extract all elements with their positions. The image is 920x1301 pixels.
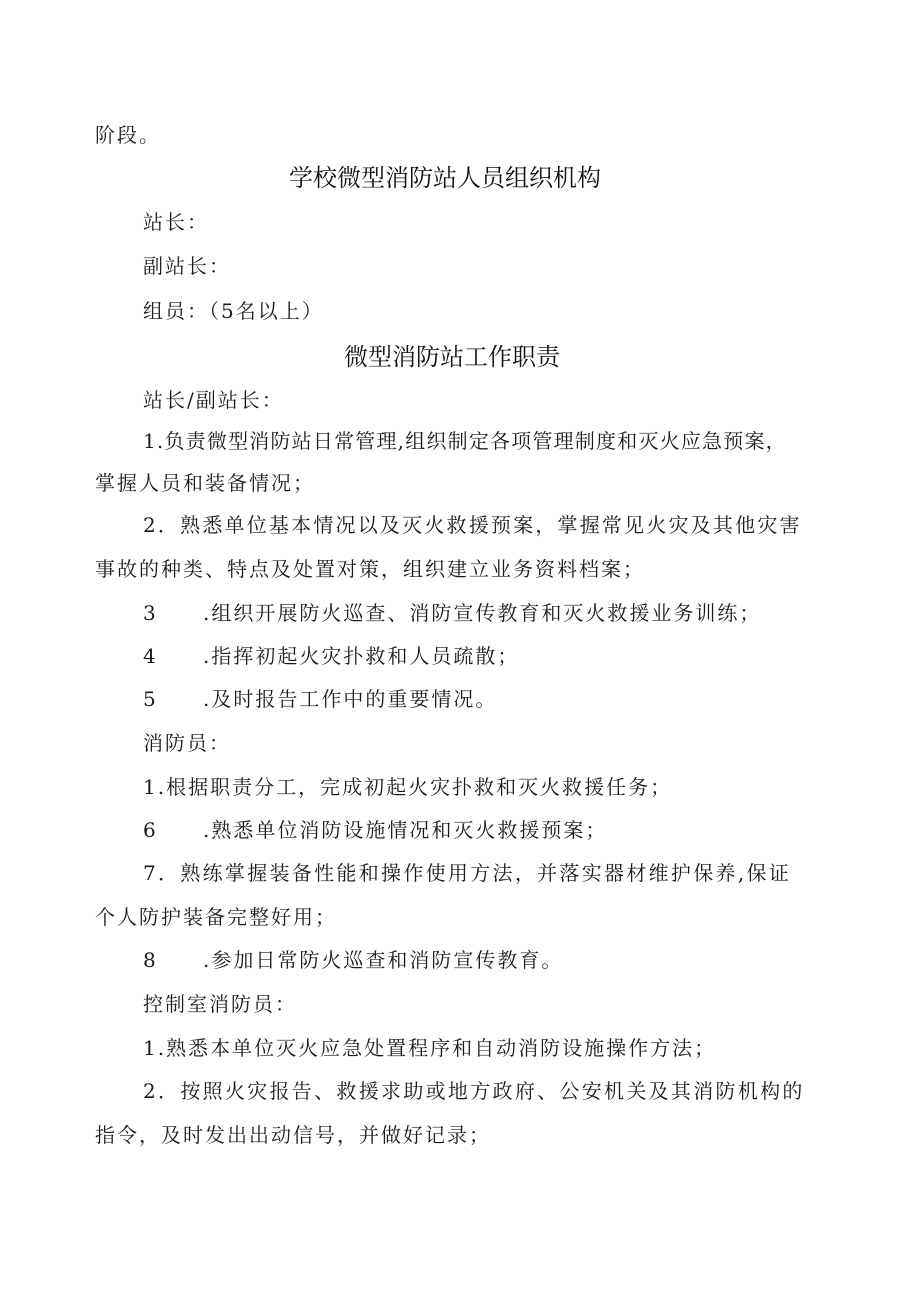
- control-room-item2-line2: 指令，及时发出出动信号，并做好记录；: [95, 1123, 491, 1147]
- duties-section-title: 微型消防站工作职责: [344, 343, 560, 371]
- control-room-label: 控制室消防员：: [143, 992, 297, 1016]
- firefighter-item6-number: 6: [143, 818, 158, 842]
- firefighter-item7-line1: 7．熟练掌握装备性能和操作使用方法，并落实器材维护保养,保证: [143, 861, 792, 885]
- firefighter-label: 消防员：: [143, 731, 231, 755]
- org-line-leader: 站长：: [143, 210, 209, 234]
- leader-item3-number: 3: [143, 601, 158, 625]
- leader-item5: [143, 686, 497, 712]
- leader-item4-number: 4: [143, 644, 158, 668]
- leader-item3-text: .组织开展防火巡查、消防宣传教育和灭火救援业务训练；: [203, 601, 762, 625]
- leader-item1-line2: 掌握人员和装备情况；: [95, 471, 315, 495]
- intro-tail-text: 阶段。: [95, 123, 161, 147]
- leader-item2-line2: 事故的种类、特点及处置对策，组织建立业务资料档案；: [95, 557, 645, 581]
- firefighter-item8: [143, 947, 563, 973]
- org-section-title: 学校微型消防站人员组织机构: [289, 164, 601, 192]
- leader-label: 站长/副站长：: [143, 388, 284, 412]
- control-room-item2-line1: 2．按照火灾报告、救援求助或地方政府、公安机关及其消防机构的: [143, 1079, 805, 1103]
- leader-item4-text: .指挥初起火灾扑救和人员疏散；: [203, 644, 520, 668]
- firefighter-item1: 1.根据职责分工，完成初起火灾扑救和灭火救援任务；: [143, 775, 673, 799]
- org-line-members: 组员：（5名以上）: [143, 299, 324, 323]
- leader-item5-number: 5: [143, 687, 158, 711]
- firefighter-item7-line2: 个人防护装备完整好用；: [95, 905, 337, 929]
- leader-item1-line1: 1.负责微型消防站日常管理,组织制定各项管理制度和灭火应急预案，: [143, 429, 787, 453]
- control-room-item1: 1.熟悉本单位灭火应急处置程序和自动消防设施操作方法；: [143, 1036, 717, 1060]
- leader-item4: [143, 643, 519, 669]
- firefighter-item6: [143, 817, 607, 843]
- firefighter-item8-text: .参加日常防火巡查和消防宣传教育。: [203, 948, 564, 972]
- firefighter-item6-text: .熟悉单位消防设施情况和灭火救援预案；: [203, 818, 608, 842]
- org-line-deputy: 副站长：: [143, 254, 231, 278]
- firefighter-item8-number: 8: [143, 948, 158, 972]
- leader-item3: [143, 600, 761, 626]
- leader-item2-line1: 2．熟悉单位基本情况以及灭火救援预案，掌握常见火灾及其他灾害: [143, 513, 802, 537]
- leader-item5-text: .及时报告工作中的重要情况。: [203, 687, 498, 711]
